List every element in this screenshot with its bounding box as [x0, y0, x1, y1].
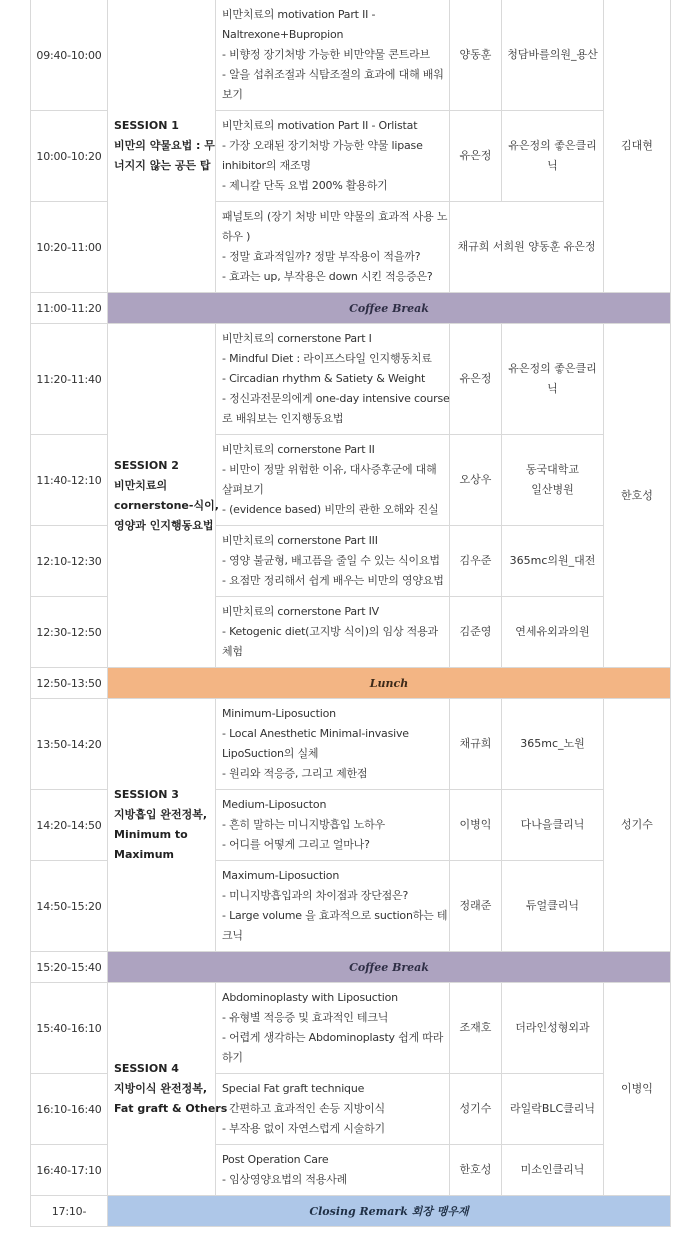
- panel-members: 채규희 서희원 양동훈 유은정: [450, 202, 604, 293]
- time-cell: 14:50-15:20: [31, 861, 108, 952]
- affiliation-cell: [502, 324, 604, 435]
- lecture-line: inhibitor의 재조명: [222, 159, 311, 172]
- session-title-line: 영양과 인지행동요법: [114, 518, 214, 532]
- lecture-cell: [216, 111, 450, 202]
- lecture-cell: [216, 983, 450, 1074]
- break-row: [31, 293, 671, 324]
- lecture-line: - 어렵게 생각하는 Abdominoplasty 쉽게 따라: [222, 1031, 444, 1044]
- s4-session-cell: [108, 983, 228, 1196]
- lecture-line: 하기: [222, 1051, 243, 1064]
- lecture-cell: [216, 526, 450, 597]
- time-cell: 10:20-11:00: [31, 202, 108, 293]
- affiliation-cell: [502, 1074, 604, 1145]
- session-title-line: 지방이식 완전정복,: [114, 1082, 208, 1095]
- speaker-cell: 유은정: [450, 111, 502, 202]
- session-title-line: 지방흡입 완전정복,: [114, 808, 208, 821]
- lecture-line: - Local Anesthetic Minimal-invasive: [222, 727, 409, 740]
- lecture-line: 비만치료의 cornerstone Part I: [222, 332, 372, 345]
- lecture-line: 보기: [222, 88, 243, 101]
- session-label: SESSION 3: [114, 788, 179, 801]
- affiliation-line: 라일락BLC클리닉: [509, 1102, 596, 1115]
- affiliation-cell: [502, 861, 604, 952]
- lecture-line: - 간편하고 효과적인 손등 지방이식: [222, 1102, 385, 1115]
- time-cell: 11:40-12:10: [31, 435, 108, 526]
- lecture-line: Abdominoplasty with Liposuction: [222, 991, 398, 1004]
- speaker-cell: 채규희: [450, 699, 502, 790]
- affiliation-line: 더라인성형외과: [515, 1021, 590, 1034]
- affiliation-line: 365mc의원_대전: [509, 554, 596, 567]
- s2-session-cell: [108, 324, 219, 668]
- lecture-line: - (evidence based) 비만의 관한 오해와 진실: [222, 503, 439, 516]
- lecture-line: - 유형별 적응증 및 효과적인 테크닉: [222, 1011, 389, 1024]
- affiliation-cell: [502, 0, 604, 111]
- session-label: SESSION 1: [114, 119, 179, 132]
- lecture-line: - 원리와 적응증, 그리고 제한점: [222, 767, 368, 780]
- speaker-cell: 김준영: [450, 597, 502, 668]
- lecture-cell: [216, 699, 450, 790]
- affiliation-cell: [502, 597, 604, 668]
- schedule-row: [31, 983, 671, 1074]
- s3-chair-cell: 성기수: [604, 699, 671, 952]
- time-cell: 11:20-11:40: [31, 324, 108, 435]
- lecture-line: 크닉: [222, 929, 243, 942]
- break-row: [31, 668, 671, 699]
- lecture-line: 비만치료의 motivation Part II - Orlistat: [222, 119, 418, 132]
- affiliation-line: 유은정의 좋은클리: [508, 139, 597, 152]
- lecture-line: LipoSuction의 실체: [222, 747, 319, 760]
- schedule-row: [31, 324, 671, 435]
- lecture-line: - 정말 효과적일까? 정말 부작용이 적을까?: [222, 250, 421, 263]
- affiliation-line: 365mc_노원: [520, 737, 585, 750]
- s2-chair-cell: 한호성: [604, 324, 671, 668]
- session-title-line: 너지지 않는 공든 탑: [114, 159, 211, 172]
- lecture-line: - 영양 불균형, 배고픔을 줄일 수 있는 식이요법: [222, 554, 440, 567]
- lecture-line: Medium-Liposucton: [222, 798, 327, 811]
- lecture-line: - 흔히 말하는 미니지방흡입 노하우: [222, 818, 385, 831]
- time-cell: 10:00-10:20: [31, 111, 108, 202]
- lecture-line: 로 배워보는 인지행동요법: [222, 412, 344, 425]
- time-cell: 09:40-10:00: [31, 0, 108, 111]
- lecture-cell: [216, 202, 450, 293]
- lecture-cell: [216, 1074, 450, 1145]
- lecture-line: - 임상영양요법의 적용사례: [222, 1173, 348, 1186]
- session-title-line: Maximum: [114, 848, 174, 861]
- session-label: SESSION 4: [114, 1062, 179, 1075]
- affiliation-line: 연세유외과의원: [515, 625, 590, 638]
- s4-chair-cell: 이병익: [604, 983, 671, 1196]
- time-cell: 16:40-17:10: [31, 1145, 108, 1196]
- session-title-line: 비만의 약물요법 : 무: [114, 139, 215, 152]
- schedule-row: [31, 699, 671, 790]
- lecture-line: - 효과는 up, 부작용은 down 시킨 적응증은?: [222, 270, 433, 283]
- affiliation-line: 유은정의 좋은클리: [508, 362, 597, 375]
- lecture-line: - 비만이 정말 위험한 이유, 대사증후군에 대해: [222, 463, 437, 476]
- time-cell: 15:40-16:10: [31, 983, 108, 1074]
- affiliation-line: 청담바를의원_용산: [507, 48, 598, 61]
- lecture-cell: [216, 790, 450, 861]
- closing-remark-banner: Closing Remark 회장 맹우재: [108, 1196, 671, 1227]
- lecture-line: Naltrexone+Bupropion: [222, 28, 344, 41]
- time-cell: 12:10-12:30: [31, 526, 108, 597]
- affiliation-line: 다나을클리닉: [520, 818, 585, 831]
- lecture-line: - 제니칼 단독 요법 200% 활용하기: [222, 179, 388, 192]
- lecture-line: Special Fat graft technique: [222, 1082, 365, 1095]
- speaker-cell: 정래준: [450, 861, 502, 952]
- speaker-cell: 김우준: [450, 526, 502, 597]
- lecture-line: Post Operation Care: [222, 1153, 329, 1166]
- session-title-line: 비만치료의: [114, 478, 168, 492]
- lecture-line: 비만치료의 cornerstone Part III: [222, 534, 378, 547]
- lecture-cell: [216, 597, 450, 668]
- speaker-cell: 성기수: [450, 1074, 502, 1145]
- coffee-break-banner: Coffee Break: [108, 293, 671, 324]
- lecture-line: - 비향정 장기처방 가능한 비만약물 콘트라브: [222, 48, 430, 61]
- lecture-line: 체험: [222, 645, 243, 658]
- program-schedule-table: [30, 0, 671, 1227]
- time-cell: 11:00-11:20: [31, 293, 108, 324]
- time-cell: 12:30-12:50: [31, 597, 108, 668]
- time-cell: 17:10-: [31, 1196, 108, 1227]
- lecture-line: - 부작용 없이 자연스럽게 시술하기: [222, 1122, 385, 1135]
- speaker-cell: 이병익: [450, 790, 502, 861]
- lecture-line: Minimum-Liposuction: [222, 707, 336, 720]
- affiliation-line: 듀얼클리닉: [525, 899, 580, 912]
- session-title-line: cornerstone-식이,: [114, 498, 219, 512]
- affiliation-cell: [502, 790, 604, 861]
- lecture-line: - 어디를 어떻게 그리고 얼마나?: [222, 838, 370, 851]
- lecture-line: - Circadian rhythm & Satiety & Weight: [222, 372, 426, 385]
- affiliation-cell: [502, 699, 604, 790]
- lecture-line: - Large volume 을 효과적으로 suction하는 테: [222, 909, 448, 922]
- lecture-line: - 미니지방흡입과의 차이점과 장단점은?: [222, 889, 409, 902]
- affiliation-line: 닉: [547, 382, 558, 395]
- affiliation-line: 미소인클리닉: [520, 1163, 585, 1176]
- lecture-line: 비만치료의 cornerstone Part II: [222, 443, 375, 456]
- time-cell: 15:20-15:40: [31, 952, 108, 983]
- lecture-line: - 알을 섭취조절과 식탐조절의 효과에 대해 배워: [222, 68, 444, 81]
- affiliation-cell: [502, 526, 604, 597]
- affiliation-line: 일산병원: [531, 483, 574, 496]
- session-label: SESSION 2: [114, 458, 179, 472]
- affiliation-cell: [502, 435, 604, 526]
- affiliation-cell: [502, 111, 604, 202]
- lecture-line: 비만치료의 motivation Part II -: [222, 8, 376, 21]
- affiliation-cell: [502, 983, 604, 1074]
- coffee-break-banner: Coffee Break: [108, 952, 671, 983]
- s1-chair-cell: 김대현: [604, 0, 671, 293]
- lecture-cell: [216, 861, 450, 952]
- lecture-line: 비만치료의 cornerstone Part IV: [222, 605, 379, 618]
- session-title-line: Fat graft & Others: [114, 1102, 228, 1115]
- schedule-row: [31, 0, 671, 111]
- time-cell: 16:10-16:40: [31, 1074, 108, 1145]
- affiliation-cell: [502, 1145, 604, 1196]
- session-title-line: Minimum to: [114, 828, 188, 841]
- time-cell: 12:50-13:50: [31, 668, 108, 699]
- lecture-cell: [216, 1145, 450, 1196]
- lecture-line: - Ketogenic diet(고지방 식이)의 임상 적용과: [222, 625, 438, 638]
- break-row: [31, 1196, 671, 1227]
- lecture-line: - 가장 오래된 장기처방 가능한 약물 lipase: [222, 139, 423, 152]
- lecture-line: 하우 ): [222, 230, 251, 243]
- s3-session-cell: [108, 699, 216, 952]
- speaker-cell: 양동훈: [450, 0, 502, 111]
- lecture-cell: [216, 435, 450, 526]
- time-cell: 13:50-14:20: [31, 699, 108, 790]
- lecture-cell: [216, 324, 450, 435]
- lecture-line: - 정신과전문의에게 one-day intensive course: [222, 392, 450, 405]
- break-row: [31, 952, 671, 983]
- affiliation-line: 닉: [547, 159, 558, 172]
- lecture-line: Maximum-Liposuction: [222, 869, 340, 882]
- speaker-cell: 유은정: [450, 324, 502, 435]
- speaker-cell: 한호성: [450, 1145, 502, 1196]
- lecture-line: - 요점만 정리해서 쉽게 배우는 비만의 영양요법: [222, 574, 444, 587]
- speaker-cell: 오상우: [450, 435, 502, 526]
- speaker-cell: 조재호: [450, 983, 502, 1074]
- lecture-line: - Mindful Diet : 라이프스타일 인지행동치료: [222, 352, 432, 365]
- s1-session-cell: [108, 0, 216, 293]
- lecture-cell: [216, 0, 450, 111]
- lunch-banner: Lunch: [108, 668, 671, 699]
- time-cell: 14:20-14:50: [31, 790, 108, 861]
- lecture-line: 살펴보기: [222, 483, 264, 496]
- lecture-line: 패널토의 (장기 처방 비만 약물의 효과적 사용 노: [222, 210, 448, 223]
- affiliation-line: 동국대학교: [525, 463, 580, 476]
